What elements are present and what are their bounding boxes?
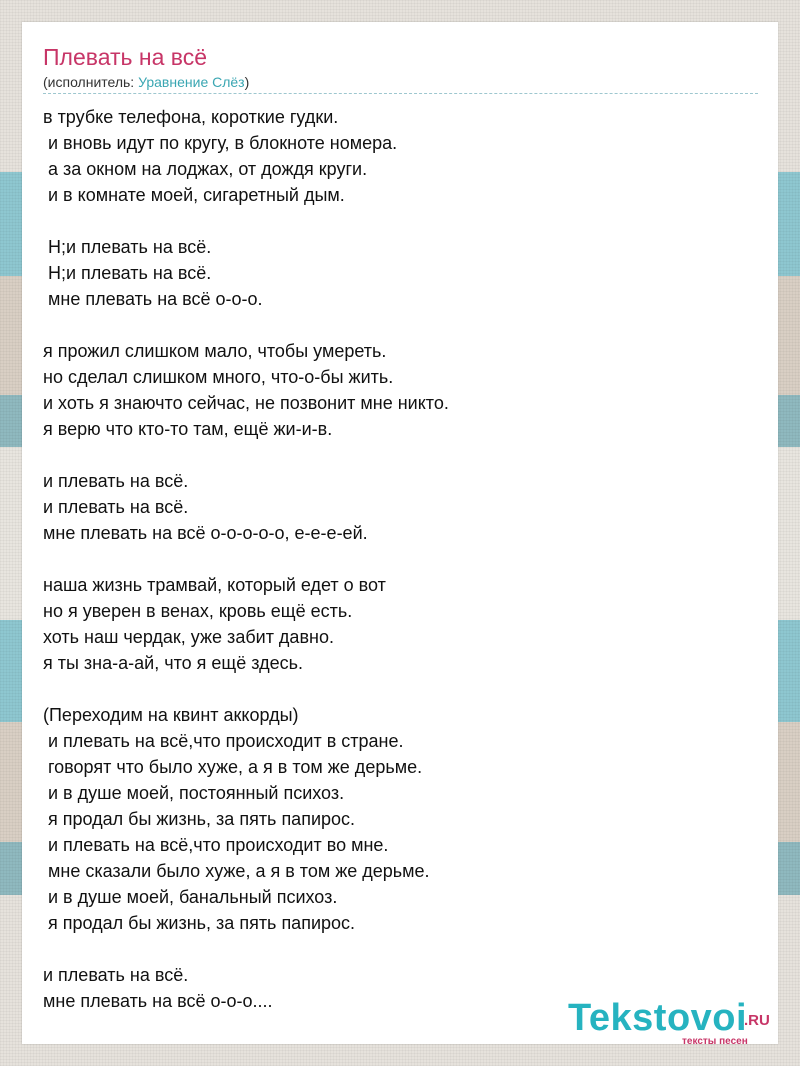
lyrics-line: Н;и плевать на всё. (43, 237, 212, 257)
divider (43, 93, 758, 94)
lyrics-line: я прожил слишком мало, чтобы умереть. (43, 341, 387, 361)
lyrics-line: и в душе моей, постоянный психоз. (43, 783, 345, 803)
logo-tld: .RU (744, 1012, 770, 1029)
lyrics-line: но сделал слишком много, что-о-бы жить. (43, 367, 394, 387)
lyrics-line: я верю что кто-то там, ещё жи-и-в. (43, 419, 333, 439)
logo-wordmark: Tekstovoi (568, 997, 748, 1039)
lyrics-line: хоть наш чердак, уже забит давно. (43, 627, 334, 647)
lyrics-line: и вновь идут по кругу, в блокноте номера. (43, 133, 398, 153)
lyrics-line: мне сказали было хуже, а я в том же дерьме. (43, 861, 430, 881)
lyrics-line: и плевать на всё. (43, 471, 189, 491)
lyrics-line: мне плевать на всё о-о-о. (43, 289, 263, 309)
lyrics-line: мне плевать на всё о-о-о.... (43, 991, 273, 1011)
artist-prefix: (исполнитель: (43, 74, 139, 90)
lyrics-line: я продал бы жизнь, за пять папирос. (43, 809, 356, 829)
lyrics-line (43, 936, 758, 962)
lyrics-line (43, 546, 758, 572)
song-title: Плевать на всё (43, 44, 208, 70)
logo-tagline: тексты песен (682, 1036, 748, 1047)
lyrics-line: мне плевать на всё о-о-о-о-о, е-е-е-ей. (43, 523, 368, 543)
lyrics-card (22, 22, 778, 1047)
lyrics-line (43, 312, 758, 338)
lyrics-line: и плевать на всё,что происходит в стране. (43, 731, 404, 751)
lyrics-line: и хоть я знаючто сейчас, не позвонит мне никто. (43, 393, 449, 413)
lyrics-line: я продал бы жизнь, за пять папирос. (43, 913, 356, 933)
lyrics-line (43, 208, 758, 234)
artist-link[interactable]: Уравнение Слёз (138, 74, 245, 90)
lyrics-line (43, 676, 758, 702)
lyrics-line: и плевать на всё. (43, 965, 189, 985)
site-logo[interactable] (568, 996, 788, 1048)
artist-suffix: ) (244, 74, 250, 90)
lyrics-line: но я уверен в венах, кровь ещё есть. (43, 601, 353, 621)
lyrics-text (43, 104, 758, 1014)
artist-line (43, 74, 249, 90)
lyrics-line: наша жизнь трамвай, который едет о вот (43, 575, 386, 595)
lyrics-line: в трубке телефона, короткие гудки. (43, 107, 339, 127)
lyrics-line: и плевать на всё. (43, 497, 189, 517)
lyrics-line: говорят что было хуже, а я в том же дерьме. (43, 757, 423, 777)
lyrics-line: и в душе моей, банальный психоз. (43, 887, 338, 907)
lyrics-line (43, 442, 758, 468)
lyrics-line: Н;и плевать на всё. (43, 263, 212, 283)
lyrics-line: а за окном на лоджах, от дождя круги. (43, 159, 368, 179)
lyrics-line: и в комнате моей, сигаретный дым. (43, 185, 345, 205)
lyrics-line: я ты зна-а-ай, что я ещё здесь. (43, 653, 303, 673)
lyrics-line: (Переходим на квинт аккорды) (43, 705, 299, 725)
lyrics-line: и плевать на всё,что происходит во мне. (43, 835, 389, 855)
